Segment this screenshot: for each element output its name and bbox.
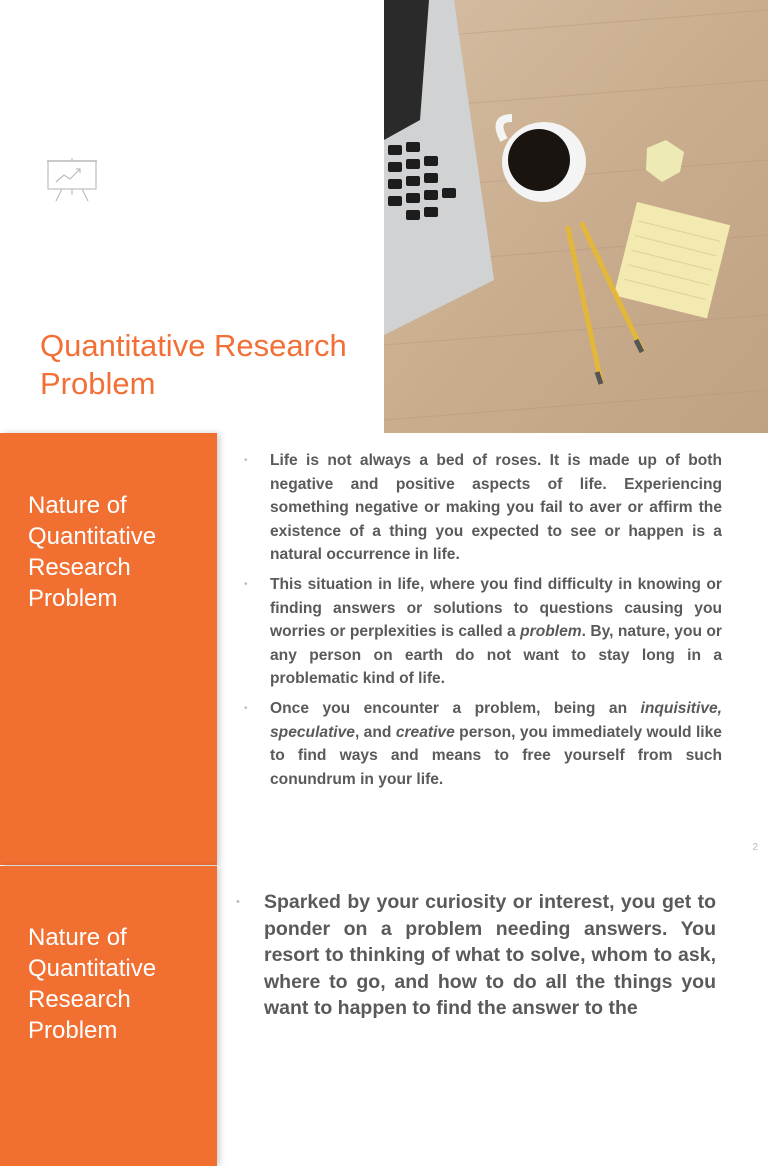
bullet-emphasis: problem [520,623,582,641]
title-panel [0,0,384,433]
bullet-list [236,889,716,1022]
side-title: Nature of Quantitative Research Problem [28,924,157,1044]
sidebar-panel [0,433,217,865]
bullet-item [244,449,722,567]
side-title: Nature of Quantitative Research Problem [28,492,157,612]
bullet-item [244,573,722,691]
bullet-emphasis: creative [395,723,455,741]
bullet-text: person, you immediately would like to find ways and means to free yourself from such conundrum in your life. [270,723,722,788]
content-slide-2 [0,433,768,865]
slide-title: Quantitative Research Problem [40,328,347,401]
bullet-item [244,697,722,791]
bullet-text: This situation in life, where you find difficulty in knowing or finding answers or solutions to questions causing you worries or perplexities is called a [270,575,722,641]
bullet-text: Once you encounter a problem, being an [270,699,641,717]
bullet-emphasis: inquisitive, speculative [270,699,722,741]
bullet-text: . By, nature, you or any person on earth do not want to stay long in a problematic kind of life. [270,623,722,688]
desk-photo [384,0,768,433]
bullet-text: , and [354,723,396,741]
bullet-list [244,449,722,797]
sidebar-panel [0,866,217,1166]
title-slide [0,0,768,433]
page-number: 2 [752,842,758,853]
bullet-item: • Sparked by your curiosity or interest, you get to ponder on a problem needing answers. You resort to thinking of what to solve, whom to ask, where to go, and how to do all the things you want to happen to find the answer to the [236,889,716,1022]
bullet-text: Life is not always a bed of roses. It is made up of both negative and positive aspects of life. Experiencing something negative or making you fail to aver or affirm the existence of a thing you expected to see or happen is a natural occurrence in life. [270,452,722,564]
content-slide-3 [0,866,768,1166]
presentation-board-icon [46,157,98,203]
